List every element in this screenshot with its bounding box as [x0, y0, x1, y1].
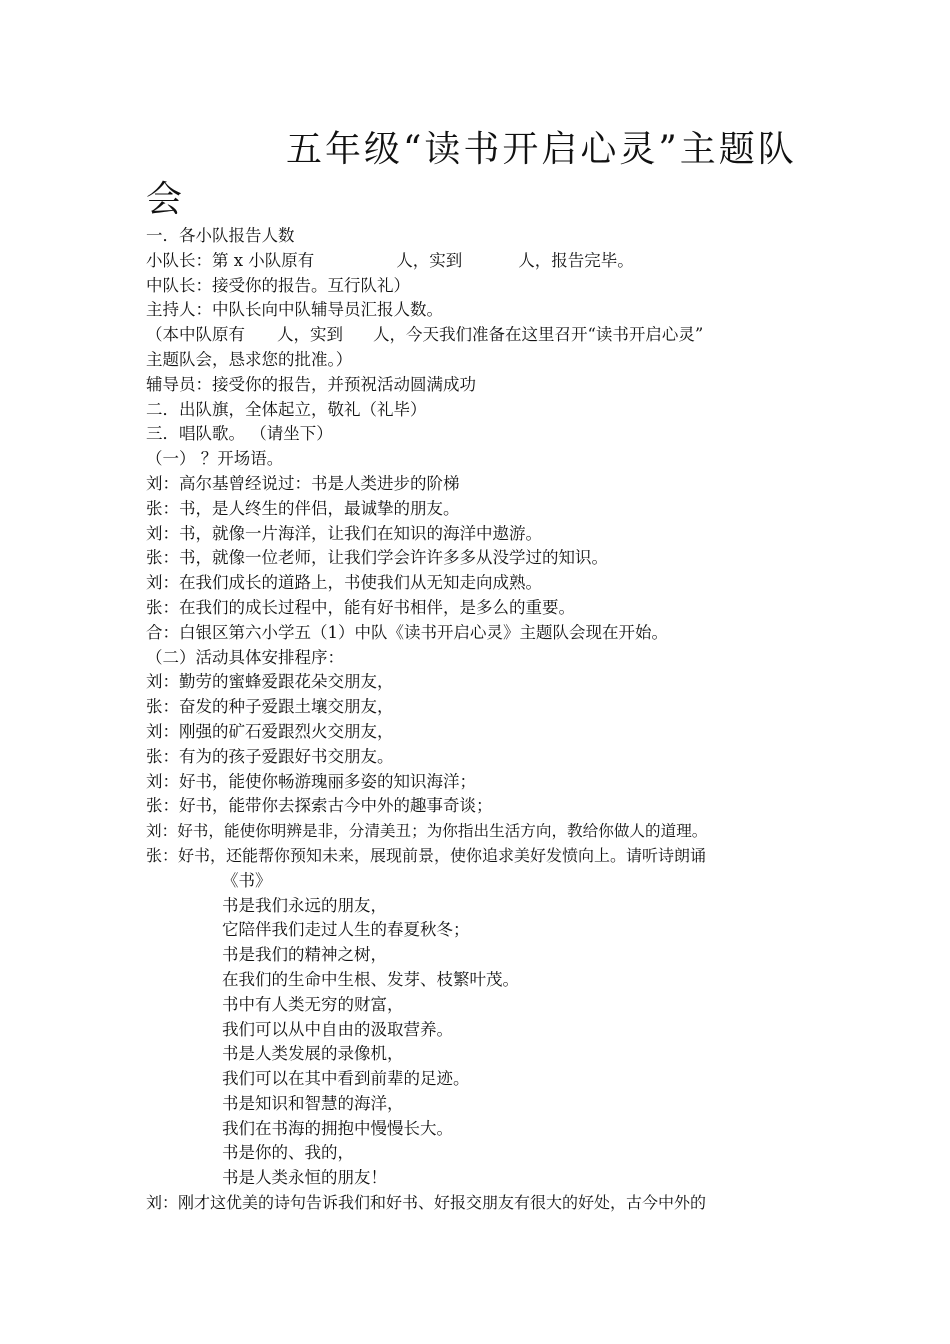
section-heading: （二）活动具体安排程序： — [146, 647, 344, 667]
poem-line: 我们可以从中自由的汲取营养。 — [222, 1019, 453, 1039]
dialogue-line: 刘：勤劳的蜜蜂爱跟花朵交朋友， — [146, 672, 394, 692]
poem-line: 它陪伴我们走过人生的春夏秋冬； — [222, 920, 470, 940]
section-heading: 三．唱队歌。 （请坐下） — [146, 424, 333, 444]
section-heading: 二．出队旗，全体起立，敬礼（礼毕） — [146, 399, 427, 419]
poem-line: 书是人类永恒的朋友！ — [222, 1168, 387, 1188]
poem-line: 书是你的、我的， — [222, 1143, 354, 1163]
dialogue-line: 张：好书，还能帮你预知未来，展现前景，使你追求美好发愤向上。请听诗朗诵 — [146, 845, 707, 865]
poem-line: 书是我们的精神之树， — [222, 945, 387, 965]
dialogue-line: 刘：好书，能使你明辨是非，分清美丑；为你指出生活方向，教给你做人的道理。 — [146, 822, 708, 841]
poem-line: 在我们的生命中生根、发芽、枝繁叶茂。 — [222, 969, 519, 989]
dialogue-line: 张：好书，能带你去探索古今中外的趣事奇谈； — [146, 796, 493, 816]
document-title: 五年级“读书开启心灵”主题队 — [286, 129, 797, 170]
paragraph: 主持人：中队长向中队辅导员汇报人数。 — [146, 300, 443, 320]
paragraph: 辅导员：接受你的报告，并预祝活动圆满成功 — [146, 374, 476, 394]
dialogue-line: 刘：好书，能使你畅游瑰丽多姿的知识海洋； — [146, 771, 476, 791]
paragraph: 主题队会，恳求您的批准。） — [146, 349, 353, 369]
poem-line: 我们可以在其中看到前辈的足迹。 — [222, 1069, 470, 1089]
dialogue-line: 张：书，就像一位老师，让我们学会许许多多从没学过的知识。 — [146, 548, 608, 568]
dialogue-line: 刘：刚才这优美的诗句告诉我们和好书、好报交朋友有很大的好处，古今中外的 — [146, 1193, 707, 1213]
dialogue-line: 刘：在我们成长的道路上，书使我们从无知走向成熟。 — [146, 573, 542, 593]
poem-line: 书中有人类无穷的财富， — [222, 994, 404, 1014]
dialogue-line: 张：书，是人终生的伴侣，最诚挚的朋友。 — [146, 498, 460, 518]
document-body — [146, 224, 818, 1216]
dialogue-line: 合：白银区第六小学五（1）中队《读书开启心灵》主题队会现在开始。 — [146, 622, 668, 642]
dialogue-line: 张：奋发的种子爱跟土壤交朋友， — [146, 697, 394, 717]
paragraph: 中队长：接受你的报告。互行队礼） — [146, 275, 410, 295]
dialogue-line: 张：在我们的成长过程中，能有好书相伴，是多么的重要。 — [146, 597, 575, 617]
dialogue-line: 刘：书，就像一片海洋，让我们在知识的海洋中遨游。 — [146, 523, 542, 543]
poem-title: 《书》 — [222, 870, 272, 890]
section-heading: 一．各小队报告人数 — [146, 226, 295, 245]
dialogue-line: 刘：刚强的矿石爱跟烈火交朋友， — [146, 721, 394, 741]
paragraph: （本中队原有 人，实到 人，今天我们准备在这里召开“读书开启心灵” — [146, 325, 704, 345]
poem-line: 书是知识和智慧的海洋， — [222, 1093, 404, 1113]
section-heading: （一） ？开场语。 — [146, 449, 284, 469]
paragraph: 小队长：第 x 小队原有 人，实到 人，报告完毕。 — [146, 250, 634, 270]
poem-line: 书是我们永远的朋友， — [222, 895, 387, 915]
document-title-continued: 会 — [146, 179, 183, 220]
dialogue-line: 张：有为的孩子爱跟好书交朋友。 — [146, 746, 394, 766]
poem-line: 书是人类发展的录像机， — [222, 1044, 404, 1064]
poem-line: 我们在书海的拥抱中慢慢长大。 — [222, 1118, 453, 1138]
dialogue-line: 刘：高尔基曾经说过：书是人类进步的阶梯 — [146, 473, 460, 493]
